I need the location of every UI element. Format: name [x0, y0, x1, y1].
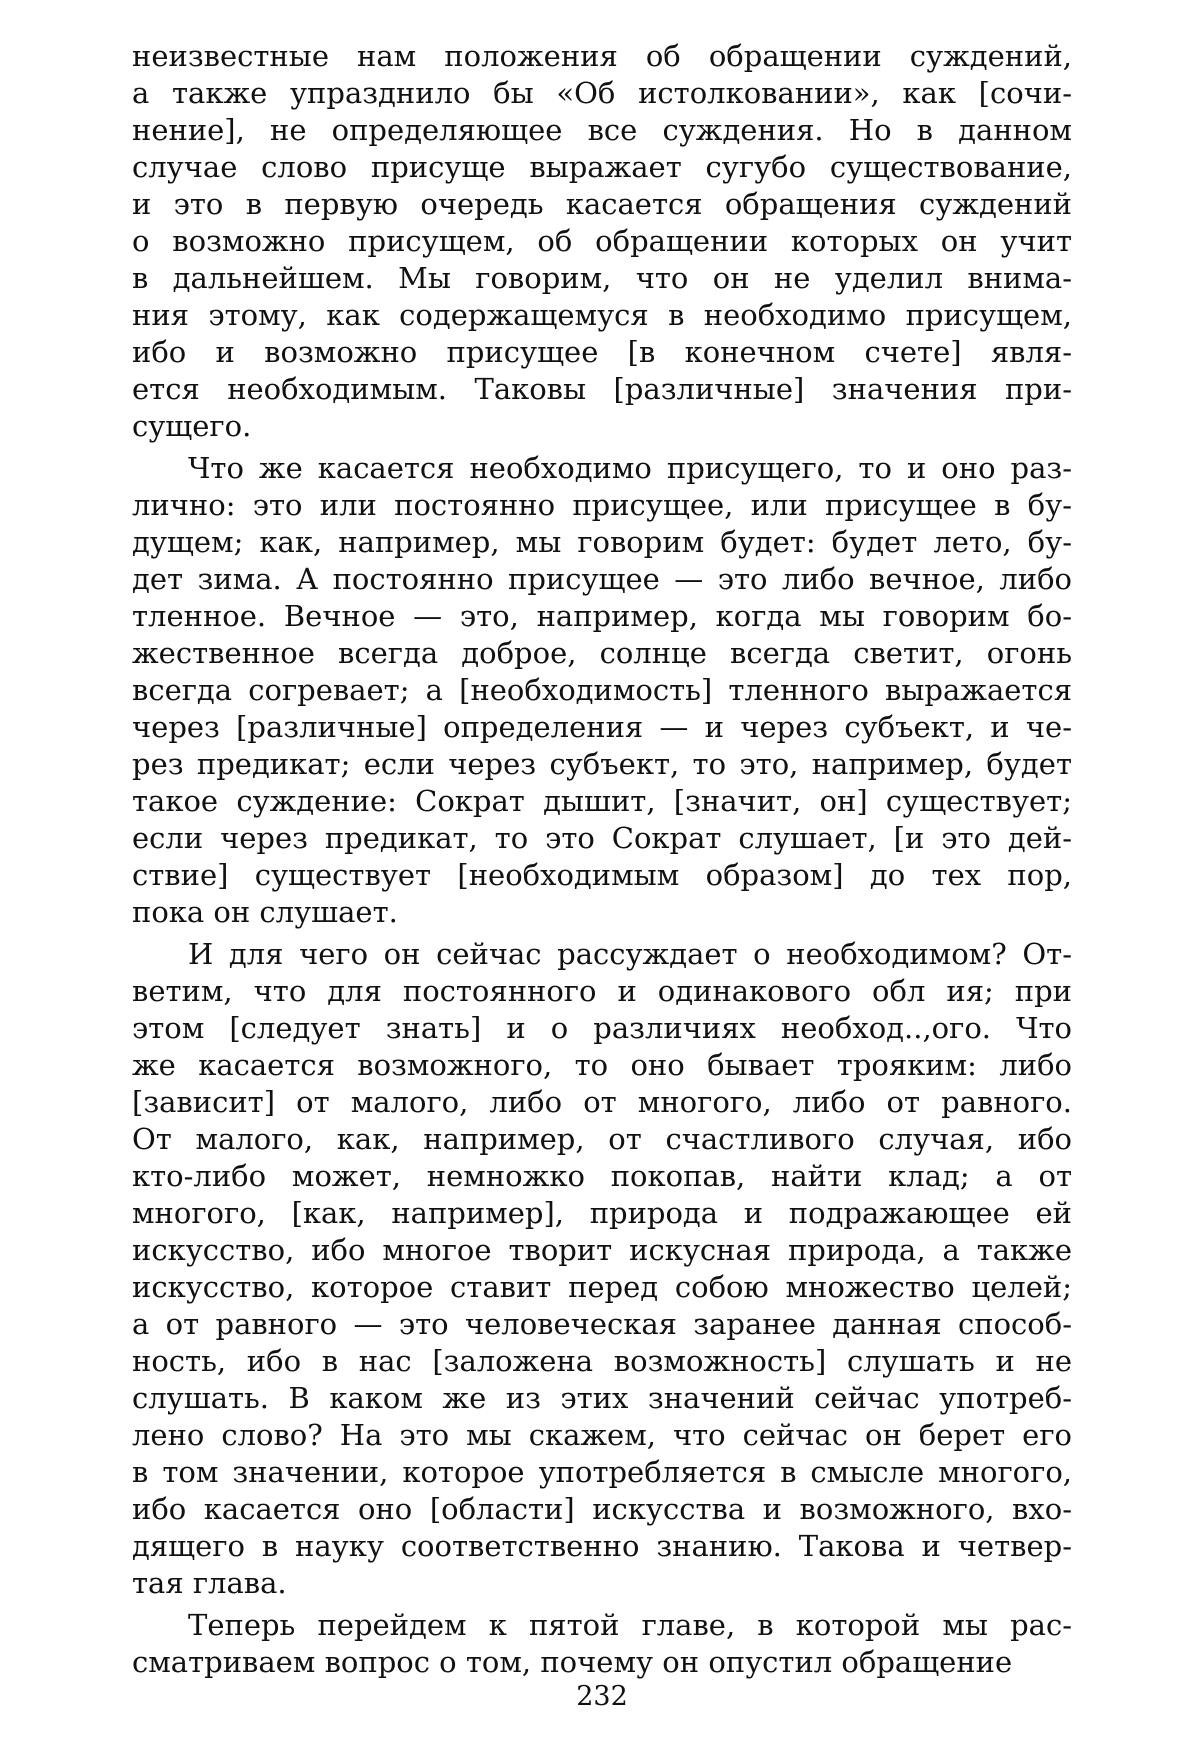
text-line: тленное. Вечное — это, например, когда мы говорим бо- [132, 599, 1072, 633]
text-line: нение], не определяющее все суждения. Но в данном [132, 113, 1072, 147]
text-line: в дальнейшем. Мы говорим, что он не уделил внима- [132, 261, 1072, 295]
text-line: Теперь перейдем к пятой главе, в которой мы рас- [188, 1608, 1072, 1642]
text-line: От малого, как, например, от счастливого случая, ибо [132, 1122, 1072, 1156]
text-line: дет зима. А постоянно присущее — это либо вечное, либо [132, 562, 1072, 596]
text-line: лично: это или постоянно присущее, или присущее в бу- [132, 488, 1072, 522]
text-line: И для чего он сейчас рассуждает о необходимом? От- [188, 937, 1072, 971]
paragraph [132, 1607, 1072, 1681]
text-line: жественное всегда доброе, солнце всегда светит, огонь [132, 636, 1072, 670]
text-line: ветим, что для постоянного и одинакового обл ия; при [132, 974, 1072, 1008]
text-body [132, 38, 1072, 1681]
text-line: ность, ибо в нас [заложена возможность] слушать и не [132, 1344, 1072, 1378]
text-line: дящего в науку соответственно знанию. Такова и четвер- [132, 1529, 1072, 1563]
text-line: дущем; как, например, мы говорим будет: будет лето, бу- [132, 525, 1072, 559]
text-line: а от равного — это человеческая заранее данная способ- [132, 1307, 1072, 1341]
paragraph [132, 38, 1072, 445]
text-line: неизвестные нам положения об обращении суждений, [132, 39, 1072, 73]
text-line: такое суждение: Сократ дышит, [значит, он] существует; [132, 784, 1072, 818]
paragraph [132, 450, 1072, 931]
text-line: рез предикат; если через субъект, то это, например, будет [132, 747, 1072, 781]
text-line: [зависит] от малого, либо от многого, либо от равного. [132, 1085, 1072, 1119]
text-line: кто-либо может, немножко покопав, найти клад; а от [132, 1159, 1072, 1193]
text-line: ибо касается оно [области] искусства и возможного, вхо- [132, 1492, 1072, 1526]
text-line: через [различные] определения — и через субъект, и че- [132, 710, 1072, 744]
text-line: в том значении, которое употребляется в смысле многого, [132, 1455, 1072, 1489]
paragraph [132, 936, 1072, 1602]
text-line: ствие] существует [необходимым образом] до тех пор, [132, 858, 1072, 892]
page-number: 232 [576, 1681, 628, 1712]
text-line: ется необходимым. Таковы [различные] значения при- [132, 372, 1072, 406]
text-line: ибо и возможно присущее [в конечном счете] явля- [132, 335, 1072, 369]
text-line: сматриваем вопрос о том, почему он опустил обращение [132, 1645, 1013, 1679]
text-line: случае слово присуще выражает сугубо существование, [132, 150, 1072, 184]
text-line: этом [следует знать] и о различиях необход..,ого. Что [132, 1011, 1072, 1045]
document-page [132, 38, 1072, 1738]
text-line: слушать. В каком же из этих значений сейчас употреб- [132, 1381, 1072, 1415]
text-line: о возможно присущем, об обращении которых он учит [132, 224, 1072, 258]
text-line: тая глава. [132, 1566, 287, 1600]
text-line: сущего. [132, 409, 252, 443]
text-line: всегда согревает; а [необходимость] тленного выражается [132, 673, 1072, 707]
text-line: и это в первую очередь касается обращения суждений [132, 187, 1072, 221]
text-line: же касается возможного, то оно бывает трояким: либо [132, 1048, 1072, 1082]
text-line: Что же касается необходимо присущего, то и оно раз- [188, 451, 1072, 485]
text-line: искусство, которое ставит перед собою множество целей; [132, 1270, 1072, 1304]
text-line: если через предикат, то это Сократ слушает, [и это дей- [132, 821, 1072, 855]
text-line: ния этому, как содержащемуся в необходимо присущем, [132, 298, 1072, 332]
text-line: пока он слушает. [132, 895, 398, 929]
text-line: а также упразднило бы «Об истолковании», как [сочи- [132, 76, 1072, 110]
text-line: лено слово? На это мы скажем, что сейчас он берет его [132, 1418, 1072, 1452]
text-line: искусство, ибо многое творит искусная природа, а также [132, 1233, 1072, 1267]
text-line: многого, [как, например], природа и подражающее ей [132, 1196, 1072, 1230]
